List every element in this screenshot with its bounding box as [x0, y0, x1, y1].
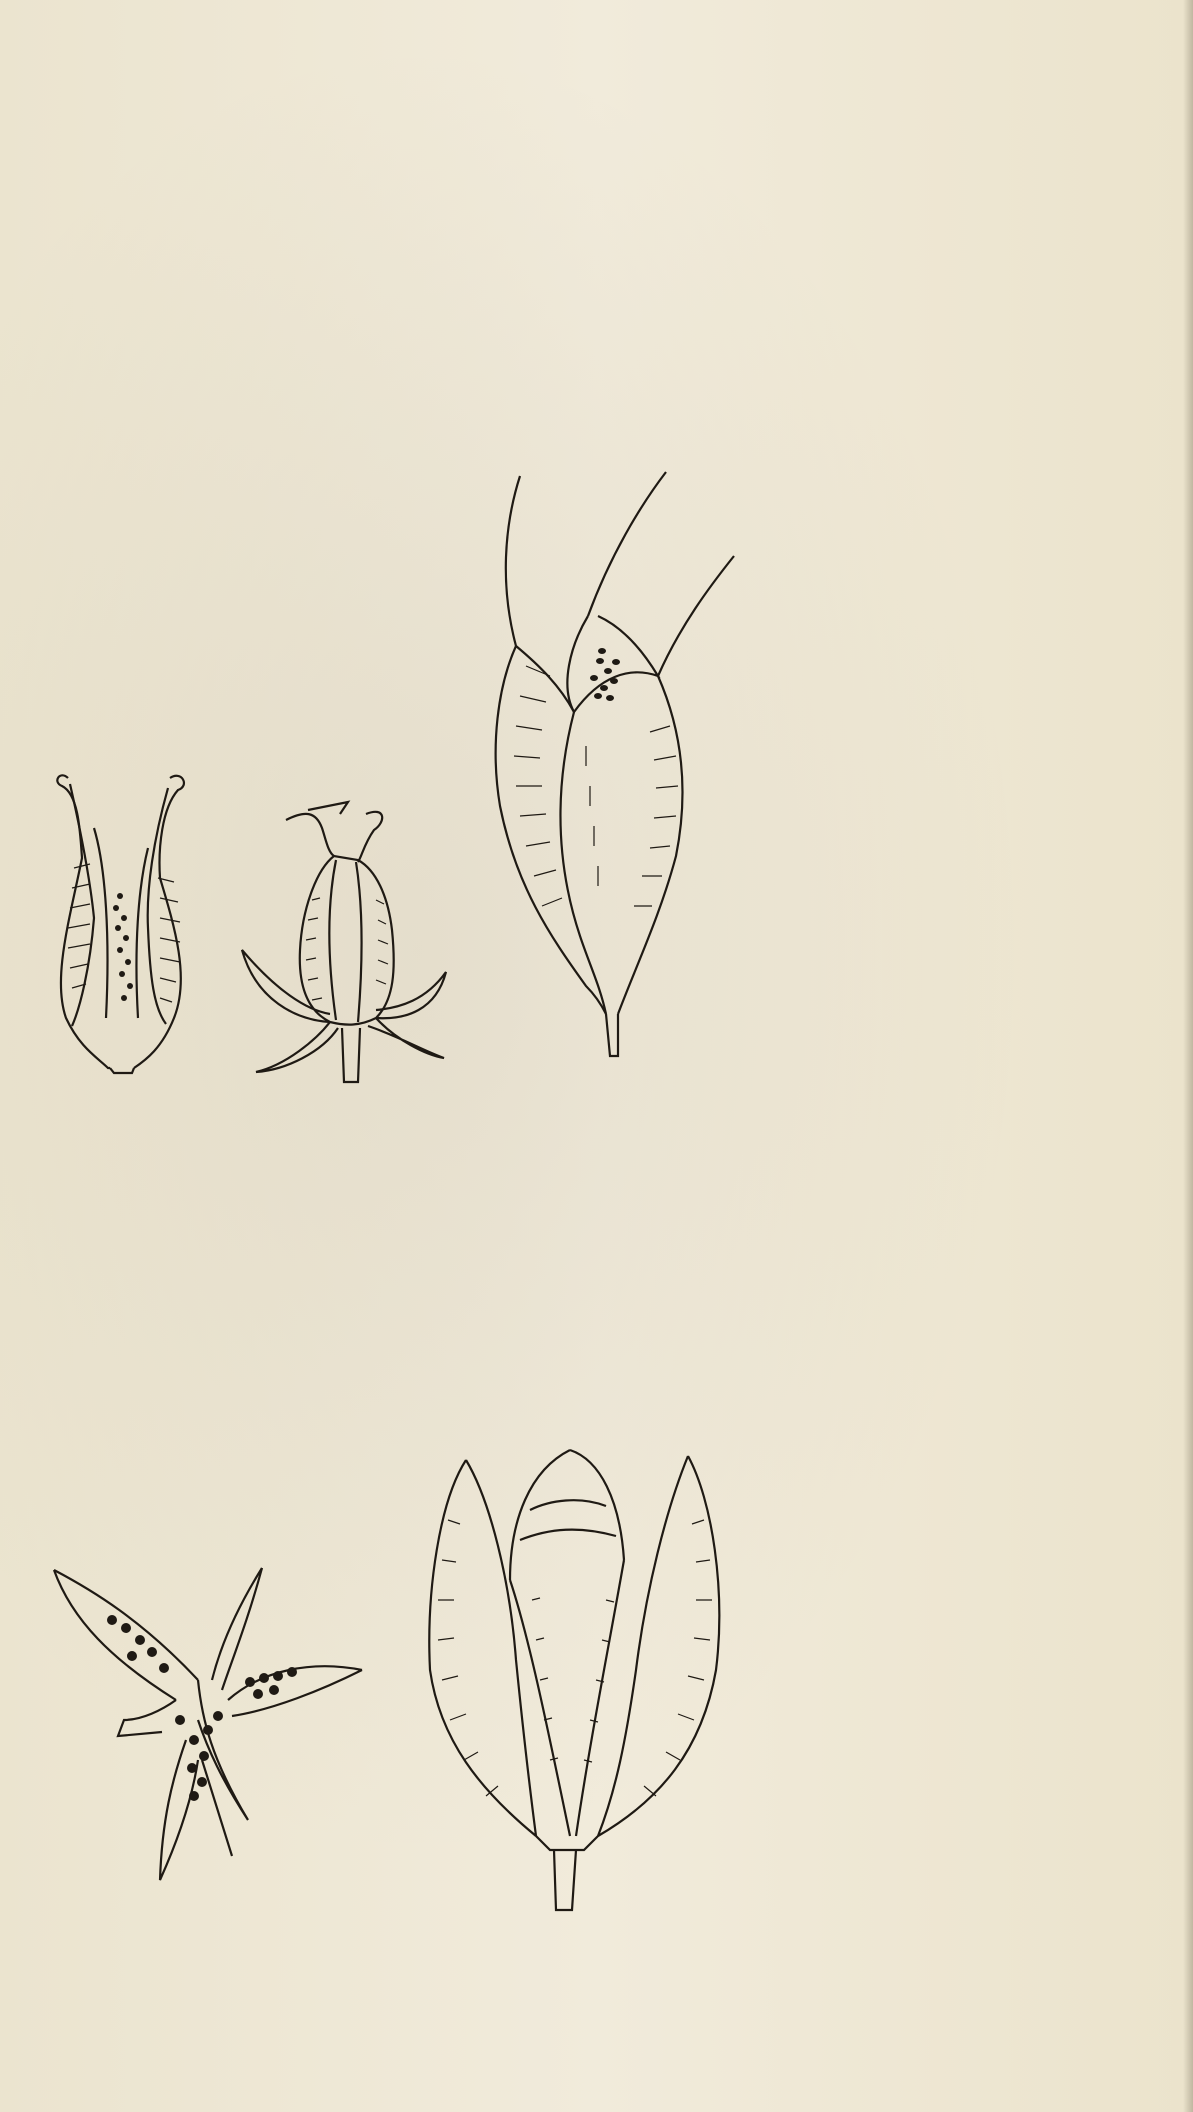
figure-269-illustration [50, 768, 200, 1078]
figure-270-illustration [236, 800, 456, 1090]
figure-273-illustration [420, 1440, 730, 1920]
running-header [44, 40, 1144, 80]
figure-272-illustration [52, 1560, 372, 1890]
page-edge-shadow [1183, 0, 1193, 2112]
figure-271-illustration [490, 466, 740, 1066]
